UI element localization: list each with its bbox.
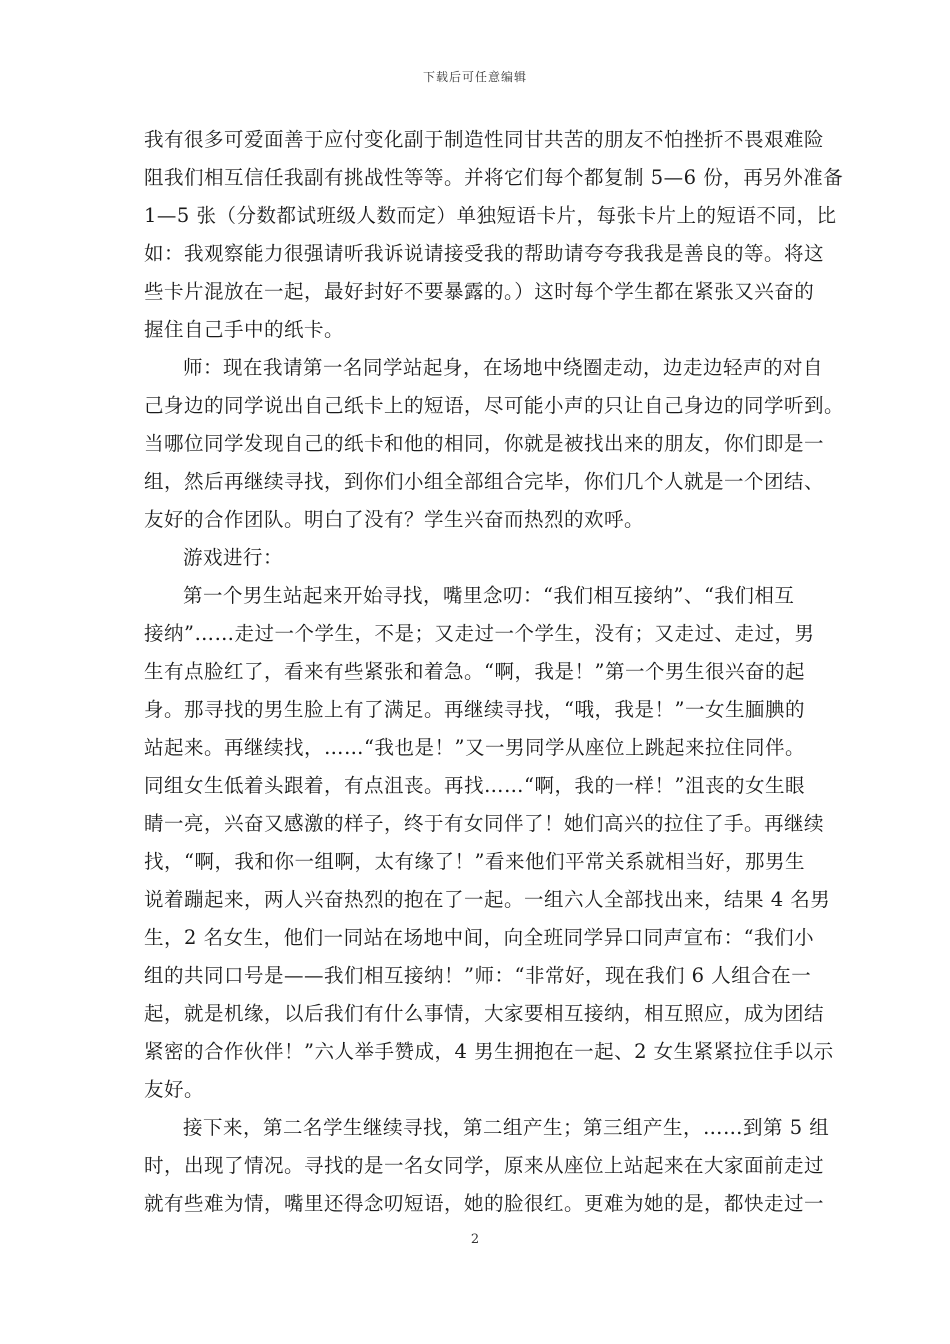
text-line: 说着蹦起来，两人兴奋热烈的抱在了一起。一组六人全部找出来，结果 4 名男 <box>144 888 831 911</box>
text-line: 些卡片混放在一起，最好封好不要暴露的。）这时每个学生都在紧张又兴奋的 <box>144 280 815 303</box>
text-line: 游戏进行： <box>183 546 284 569</box>
text-line: 师：现在我请第一名同学站起身，在场地中绕圈走动，边走边轻声的对自 <box>183 356 824 379</box>
page-header: 下载后可任意编辑 <box>422 70 527 84</box>
page-number: 2 <box>470 1232 480 1247</box>
text-line: 1—5 张（分数都试班级人数而定）单独短语卡片，每张卡片上的短语不同，比 <box>144 204 837 227</box>
text-line: 己身边的同学说出自己纸卡上的短语，尽可能小声的只让自己身边的同学听到。 <box>144 394 845 417</box>
document-body <box>144 121 845 1223</box>
text-line: 友好的合作团队。明白了没有？学生兴奋而热烈的欢呼。 <box>144 508 645 531</box>
text-line: 站起来。再继续找，……“我也是！”又一男同学从座位上跳起来拉住同伴。 <box>144 736 805 759</box>
text-line: 接下来，第二名学生继续寻找，第二组产生；第三组产生，……到第 5 组 <box>183 1116 830 1139</box>
text-line: 当哪位同学发现自己的纸卡和他的相同，你就是被找出来的朋友，你们即是一 <box>144 432 825 455</box>
text-line: 时，出现了情况。寻找的是一名女同学，原来从座位上站起来在大家面前走过 <box>144 1154 825 1177</box>
text-line: 紧密的合作伙伴！”六人举手赞成，4 男生拥抱在一起、2 女生紧紧拉住手以示 <box>144 1040 834 1063</box>
text-line: 握住自己手中的纸卡。 <box>144 318 345 341</box>
text-line: 生有点脸红了，看来有些紧张和着急。“啊，我是！”第一个男生很兴奋的起 <box>144 660 805 683</box>
text-line: 我有很多可爱面善于应付变化副于制造性同甘共苦的朋友不怕挫折不畏艰难险 <box>144 128 825 151</box>
text-line: 第一个男生站起来开始寻找，嘴里念叨：“我们相互接纳”、“我们相互 <box>183 584 795 607</box>
text-line: 睛一亮，兴奋又感激的样子，终于有女同伴了！她们高兴的拉住了手。再继续 <box>144 812 825 835</box>
text-line: 就有些难为情，嘴里还得念叨短语，她的脸很红。更难为她的是，都快走过一 <box>144 1192 825 1215</box>
text-line: 组，然后再继续寻找，到你们小组全部组合完毕，你们几个人就是一个团结、 <box>144 470 825 493</box>
text-line: 组的共同口号是——我们相互接纳！”师：“非常好，现在我们 6 人组合在一 <box>144 964 812 987</box>
text-line: 同组女生低着头跟着，有点沮丧。再找……“啊，我的一样！”沮丧的女生眼 <box>144 774 805 797</box>
text-line: 友好。 <box>144 1078 205 1101</box>
text-line: 如：我观察能力很强请听我诉说请接受我的帮助请夸夸我我是善良的等。将这 <box>144 242 825 265</box>
text-line: 阻我们相互信任我副有挑战性等等。并将它们每个都复制 5—6 份，再另外准备 <box>144 166 844 189</box>
text-line: 起，就是机缘，以后我们有什么事情，大家要相互接纳，相互照应，成为团结 <box>144 1002 825 1025</box>
text-line: 生，2 名女生，他们一同站在场地中间，向全班同学异口同声宣布：“我们小 <box>144 926 815 949</box>
text-line: 身。那寻找的男生脸上有了满足。再继续寻找，“哦，我是！”一女生腼腆的 <box>144 698 805 721</box>
text-line: 找，“啊，我和你一组啊，太有缘了！”看来他们平常关系就相当好，那男生 <box>144 850 805 873</box>
text-line: 接纳”……走过一个学生，不是；又走过一个学生，没有；又走过、走过，男 <box>144 622 815 645</box>
